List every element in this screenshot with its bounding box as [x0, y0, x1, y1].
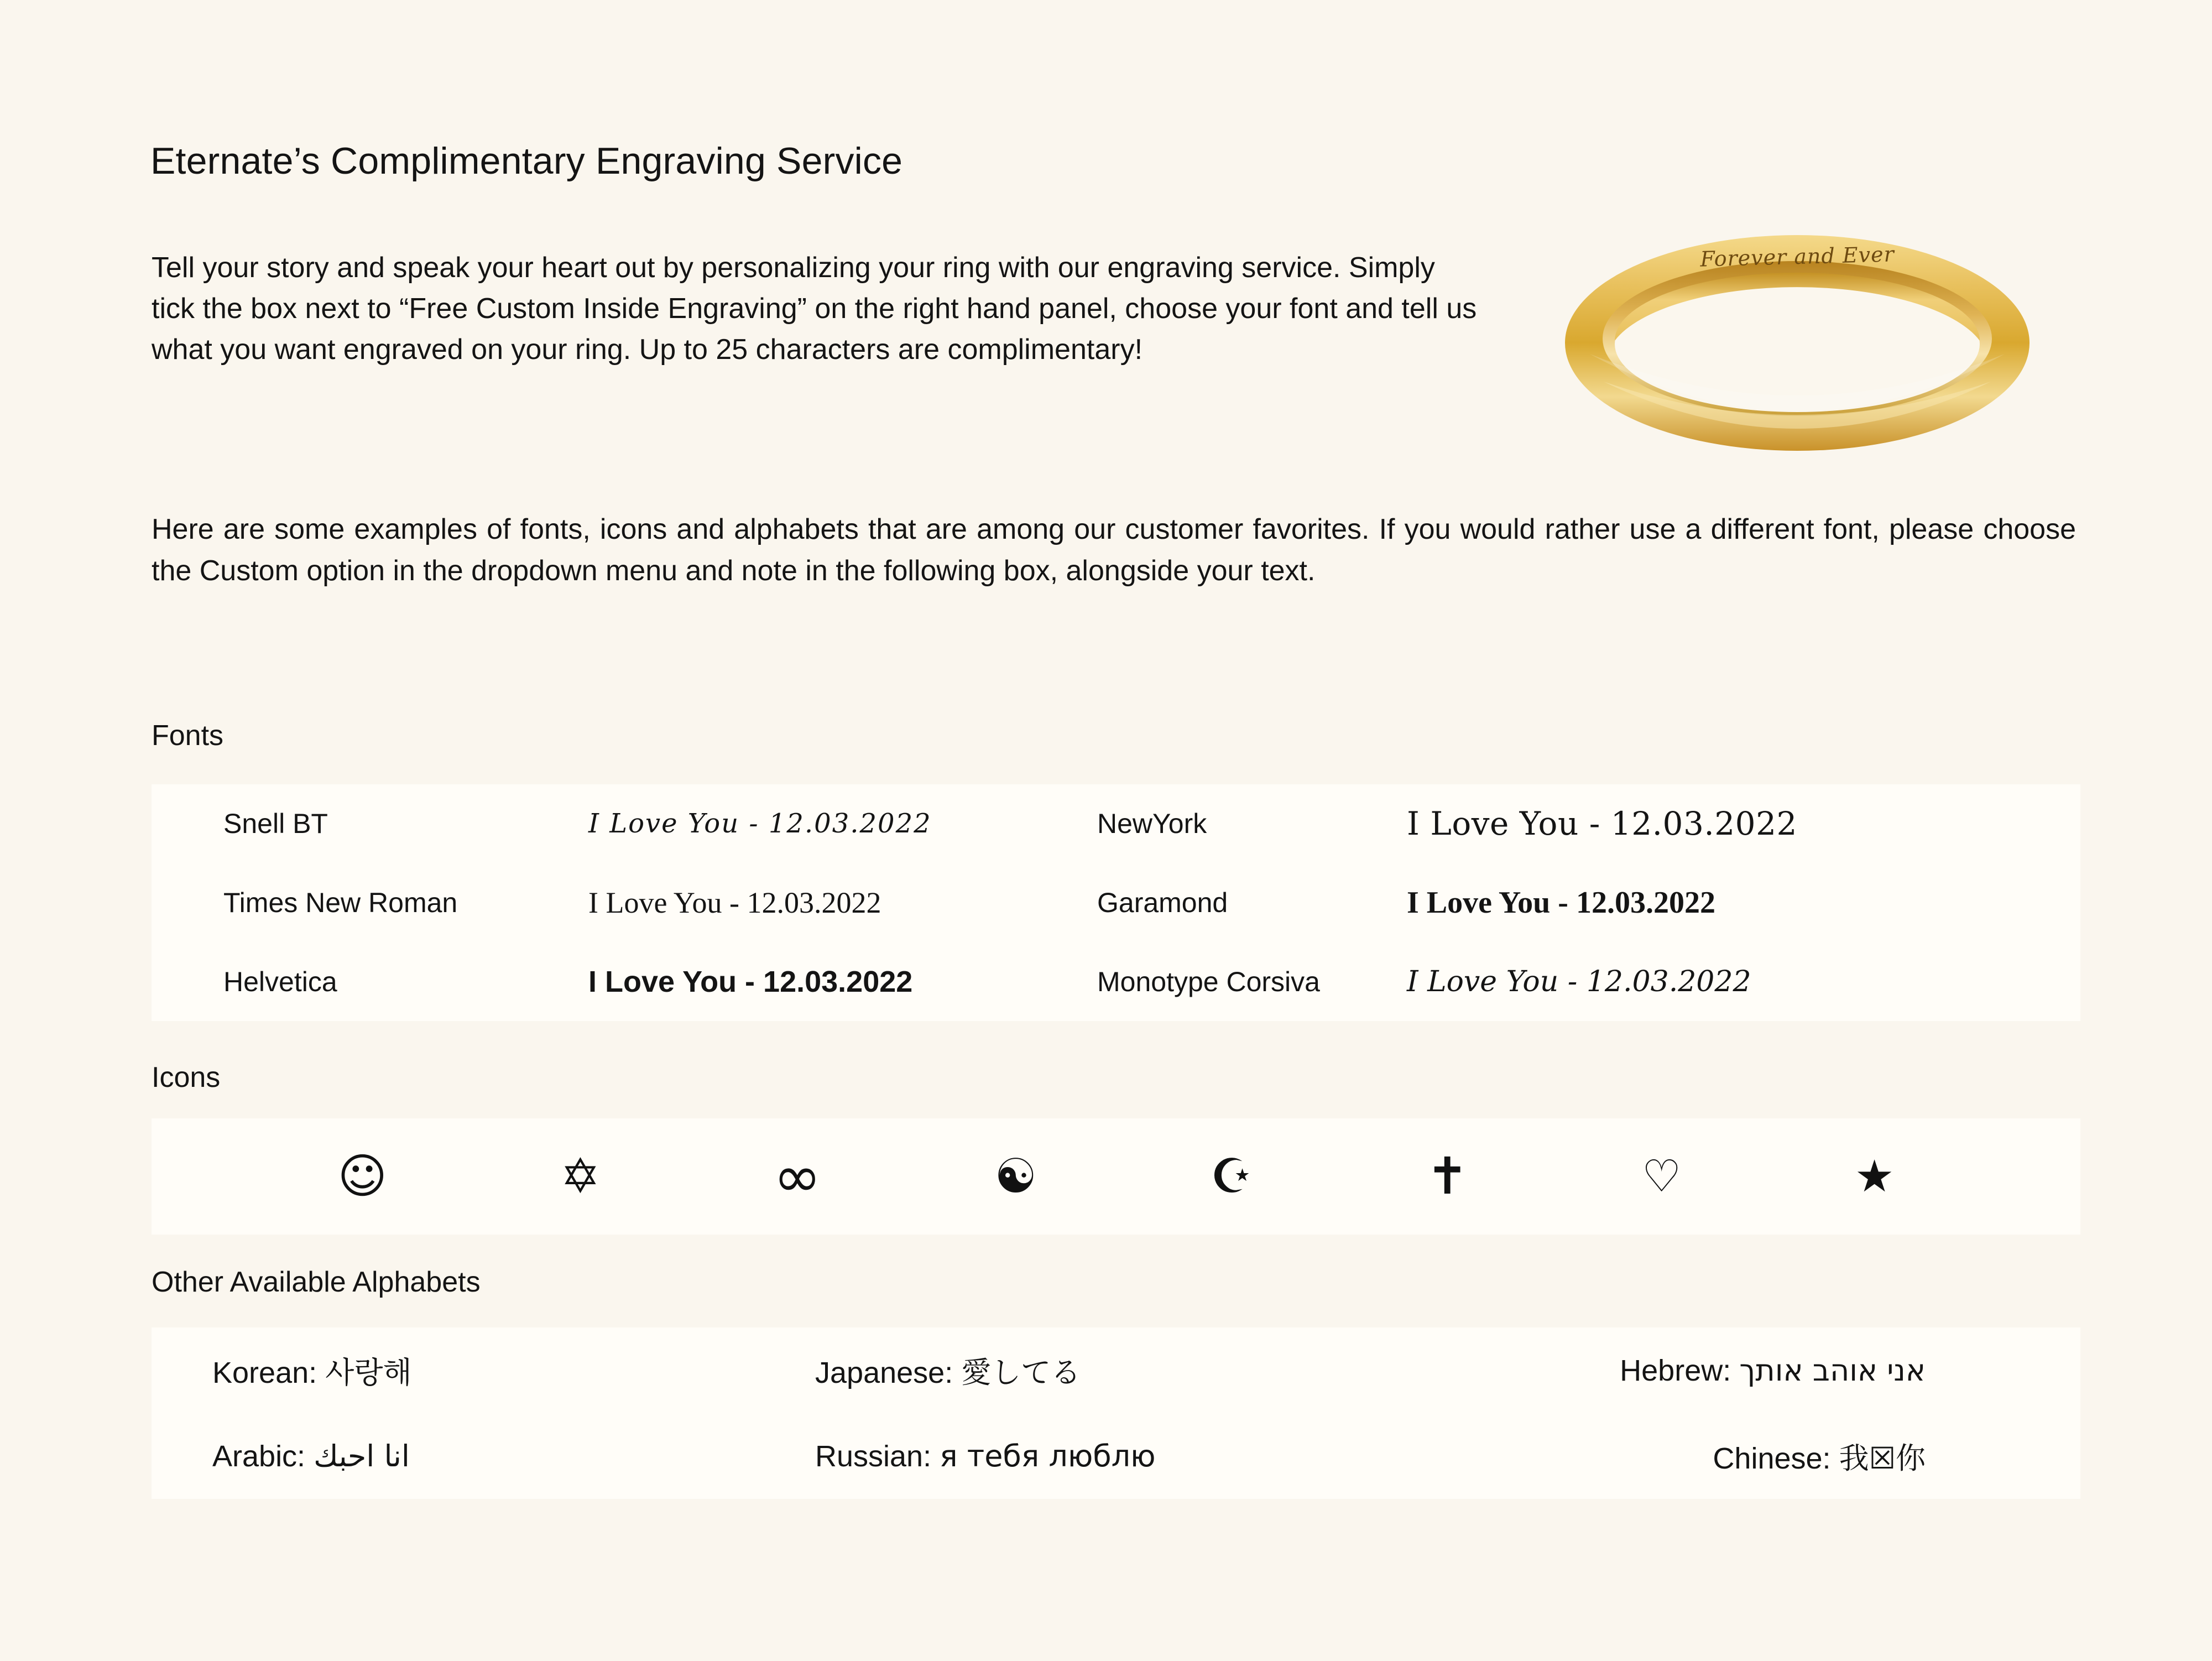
font-name-helvetica: Helvetica: [223, 966, 337, 997]
font-sample-newyork: I Love You - 12.03.2022: [1407, 805, 1797, 843]
alphabet-hebrew-label: Hebrew:: [1620, 1354, 1731, 1387]
font-name-snell: Snell BT: [223, 808, 328, 840]
alphabet-russian: [815, 1439, 1457, 1473]
alphabet-korean-word: 사랑해: [325, 1355, 412, 1390]
font-sample-garamond: I Love You - 12.03.2022: [1407, 885, 1715, 920]
infinity-icon: ∞: [773, 1143, 822, 1210]
alphabet-chinese-label: Chinese:: [1713, 1442, 1831, 1475]
alphabet-hebrew-word: אני אוהב אותך: [1739, 1353, 1926, 1388]
alphabet-russian-label: Russian:: [815, 1440, 932, 1473]
alphabet-korean-label: Korean:: [212, 1356, 317, 1389]
font-name-garamond: Garamond: [1097, 887, 1228, 918]
alphabet-chinese: [1457, 1435, 2080, 1477]
section-label-alphabets: Other Available Alphabets: [152, 1266, 481, 1298]
icons-row: [152, 1118, 2080, 1235]
alphabet-hebrew: [1457, 1353, 2080, 1388]
icons-panel: [152, 1118, 2080, 1235]
alphabet-chinese-word: 我☒你: [1839, 1441, 1926, 1476]
alphabet-arabic: [212, 1439, 815, 1473]
star-of-david-icon: ✡: [560, 1149, 601, 1204]
star-and-crescent-icon: ☪: [1210, 1149, 1253, 1204]
alphabet-korean: [212, 1349, 815, 1392]
font-name-monotype-corsiva: Monotype Corsiva: [1097, 966, 1320, 997]
ring-engraving-text: Forever and Ever: [1699, 242, 1895, 272]
alphabet-arabic-word: انا احبك: [314, 1439, 410, 1473]
gold-ring-image: [1537, 216, 2057, 459]
font-sample-snell: I Love You - 12.03.2022: [588, 808, 932, 840]
cross-icon: ✝: [1426, 1147, 1469, 1206]
section-label-fonts: Fonts: [152, 720, 224, 752]
alphabets-grid: [152, 1327, 2080, 1499]
font-name-newyork: NewYork: [1097, 808, 1207, 840]
second-paragraph: Here are some examples of fonts, icons and alphabets that are among our customer favorites. If you would rather use a different font, please choose the Custom option in the dropdown menu and note in the following box, alongside your text.: [152, 513, 2076, 587]
section-label-icons: Icons: [152, 1061, 221, 1094]
alphabet-japanese: [815, 1349, 1457, 1392]
alphabet-japanese-label: Japanese:: [815, 1356, 953, 1389]
font-sample-times-new-roman: I Love You - 12.03.2022: [588, 886, 881, 919]
alphabet-japanese-word: 愛してる: [961, 1355, 1081, 1390]
intro-paragraph: Tell your story and speak your heart out by personalizing your ring with our engraving service. Simply tick the box next to “Free Custom Inside Engraving” on the right hand panel, choose your font and tell us what you want engraved on your ring. Up to 25 characters are complimentary!: [152, 252, 1477, 366]
alphabet-russian-word: я тебя люблю: [940, 1439, 1156, 1473]
page-title: Eternate’s Complimentary Engraving Service: [150, 140, 903, 182]
font-name-times-new-roman: Times New Roman: [223, 887, 458, 918]
smiley-face-icon: ☺: [337, 1149, 388, 1204]
font-sample-monotype-corsiva: I Love You - 12.03.2022: [1407, 965, 1751, 998]
fonts-grid: [152, 784, 2080, 1021]
yin-yang-icon: ☯: [994, 1149, 1037, 1204]
alphabet-arabic-label: Arabic:: [212, 1440, 306, 1473]
star-filled-icon: ★: [1854, 1150, 1895, 1202]
font-sample-helvetica: I Love You - 12.03.2022: [588, 965, 913, 998]
alphabets-panel: [152, 1327, 2080, 1499]
heart-outline-icon: ♡: [1641, 1150, 1682, 1202]
fonts-panel: [152, 784, 2080, 1021]
